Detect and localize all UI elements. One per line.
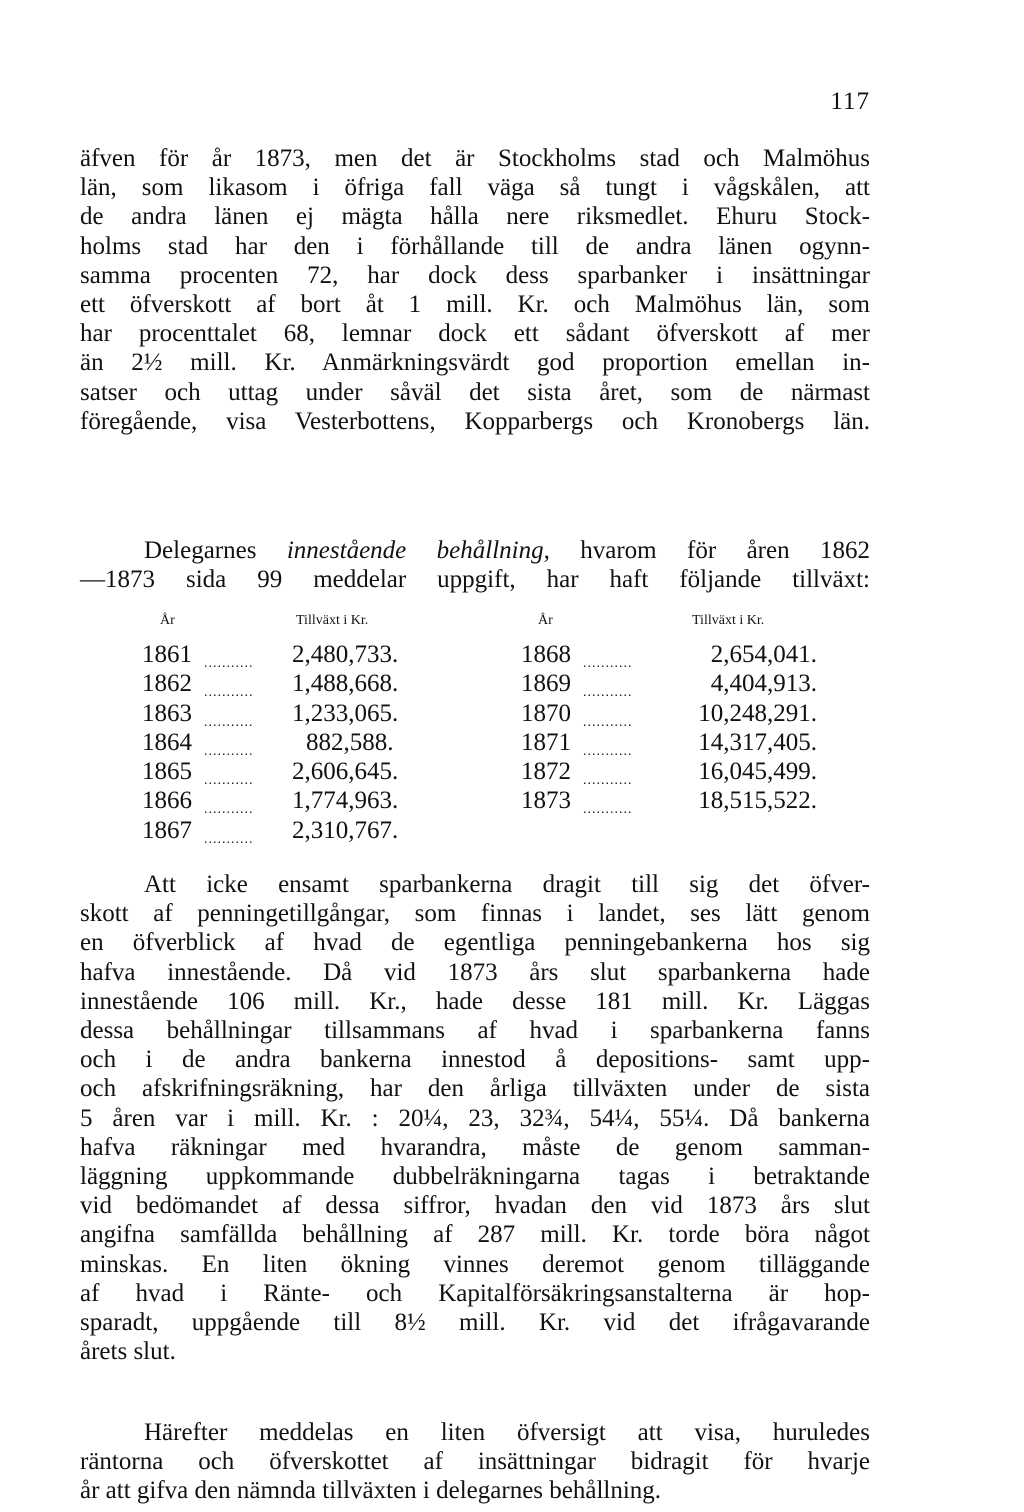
year-cell: 1865 (142, 758, 192, 786)
value-cell: 2,310,767. (292, 816, 399, 844)
header-growth-right: Tillväxt i Kr. (692, 613, 765, 628)
value-cell: 4,404,913. (710, 670, 817, 698)
year-cell: 1867 (142, 816, 192, 844)
text-line: läggning uppkommande dubbelräkningarna tagas i betraktande (80, 1163, 870, 1191)
leader-dots: ........... (583, 685, 633, 701)
year-cell: 1871 (521, 728, 571, 756)
text-line: årets slut. (80, 1338, 176, 1366)
value-cell: 1,774,963. (292, 787, 399, 815)
year-cell: 1872 (521, 758, 571, 786)
text-span: Delegarnes (144, 537, 257, 564)
value-cell: 882,588. (306, 728, 394, 756)
text-line: än 2½ mill. Kr. Anmärkningsvärdt god proportion emellan in- (80, 349, 870, 377)
year-cell: 1862 (142, 670, 192, 698)
leader-dots: ........... (204, 685, 254, 701)
text-line: har procenttalet 68, lemnar dock ett sådant öfverskott af mer (80, 320, 870, 348)
text-line: hafva innestående. Då vid 1873 års slut sparbankerna hade (80, 958, 870, 986)
text-line: samma procenten 72, har dock dess sparbanker i insättningar (80, 261, 870, 289)
header-growth-left: Tillväxt i Kr. (296, 613, 369, 628)
text-line: satser och uttag under såväl det sista året, som de närmast (80, 378, 870, 406)
leader-dots: ........... (583, 802, 633, 818)
header-year-left: År (160, 613, 175, 628)
text-line: en öfverblick af hvad de egentliga penningebankerna hos sig (80, 929, 870, 957)
leader-dots: ........... (204, 773, 254, 789)
value-cell: 18,515,522. (698, 787, 817, 815)
year-cell: 1868 (521, 641, 571, 668)
year-cell: 1864 (142, 728, 192, 756)
paragraph-2 (80, 536, 870, 594)
text-line: och afskrifningsräkning, har den årliga tillväxten under de sista (80, 1075, 870, 1103)
leader-dots: ........... (204, 802, 254, 818)
paragraph-1 (80, 144, 870, 436)
text-line: de andra länen ej mägta hålla nere riksmedlet. Ehuru Stock- (80, 203, 870, 231)
value-cell: 10,248,291. (698, 699, 817, 727)
text-line: äfven för år 1873, men det är Stockholms stad och Malmöhus (80, 145, 870, 172)
leader-dots: ........... (204, 831, 254, 847)
text-line: —1873 sida 99 meddelar uppgift, har haft följande tillväxt: (80, 566, 870, 594)
leader-dots: ........... (204, 656, 254, 671)
text-line: minskas. En liten ökning vinnes deremot genom tilläggande (80, 1250, 870, 1278)
text-span: hvarom för åren 1862 (580, 537, 871, 564)
text-line: Att icke ensamt sparbankerna dragit till sig det öfver- (144, 871, 870, 898)
value-cell: 1,488,668. (292, 670, 399, 698)
paragraph-4 (80, 1418, 870, 1506)
value-cell: 16,045,499. (698, 758, 817, 786)
page-number: 117 (830, 88, 870, 115)
text-line: räntorna och öfverskottet af insättningar bidragit för hvarje (80, 1448, 870, 1476)
text-line: och i de andra bankerna innestod å depositions- samt upp- (80, 1046, 870, 1074)
italic-phrase: innestående behållning, (286, 537, 550, 564)
text-line: vid bedömandet af dessa siffror, hvadan den vid 1873 års slut (80, 1192, 870, 1220)
year-cell: 1869 (521, 670, 571, 698)
leader-dots: ........... (583, 656, 633, 671)
value-cell: 2,480,733. (292, 641, 399, 668)
text-line: sparadt, uppgående till 8½ mill. Kr. vid det ifrågavarande (80, 1309, 870, 1337)
text-line: af hvad i Ränte- och Kapitalförsäkringsanstalterna är hop- (80, 1279, 870, 1307)
text-line: dessa behållningar tillsammans af hvad i sparbankerna fanns (80, 1017, 870, 1045)
text-line: angifna samfällda behållning af 287 mill. Kr. torde böra något (80, 1221, 870, 1249)
text-line: ett öfverskott af bort åt 1 mill. Kr. och Malmöhus län, som (80, 291, 870, 319)
leader-dots: ........... (204, 743, 254, 759)
text-line: 5 åren var i mill. Kr. : 20¼, 23, 32¾, 54¼, 55¼. Då bankerna (80, 1104, 870, 1132)
text-line: Härefter meddelas en liten öfversigt att visa, huruledes (144, 1419, 870, 1446)
leader-dots: ........... (204, 714, 254, 730)
text-line: hafva räkningar med hvarandra, måste de genom samman- (80, 1133, 870, 1161)
text-line: skott af penningetillgångar, som finnas i landet, ses lätt genom (80, 900, 870, 928)
leader-dots: ........... (583, 714, 633, 730)
year-cell: 1873 (521, 787, 571, 815)
year-cell: 1866 (142, 787, 192, 815)
text-line: år att gifva den nämnda tillväxten i delegarnes behållning. (80, 1477, 662, 1505)
year-cell: 1863 (142, 699, 192, 727)
value-cell: 2,606,645. (292, 758, 399, 786)
value-cell: 1,233,065. (292, 699, 399, 727)
leader-dots: ........... (583, 773, 633, 789)
year-cell: 1870 (521, 699, 571, 727)
paragraph-3 (80, 870, 870, 1366)
text-line: föregående, visa Vesterbottens, Kopparbergs och Kronobergs län. (80, 407, 870, 435)
text-line (80, 536, 870, 565)
value-cell: 2,654,041. (710, 641, 817, 668)
header-year-right: År (538, 613, 553, 628)
year-cell: 1861 (142, 641, 192, 668)
text-line: län, som likasom i öfriga fall väga så tungt i vågskålen, att (80, 174, 870, 202)
text-line: holms stad har den i förhållande till de andra länen ogynn- (80, 232, 870, 260)
text-line: innestående 106 mill. Kr., hade desse 181 mill. Kr. Läggas (80, 987, 870, 1015)
value-cell: 14,317,405. (698, 728, 817, 756)
leader-dots: ........... (583, 743, 633, 759)
